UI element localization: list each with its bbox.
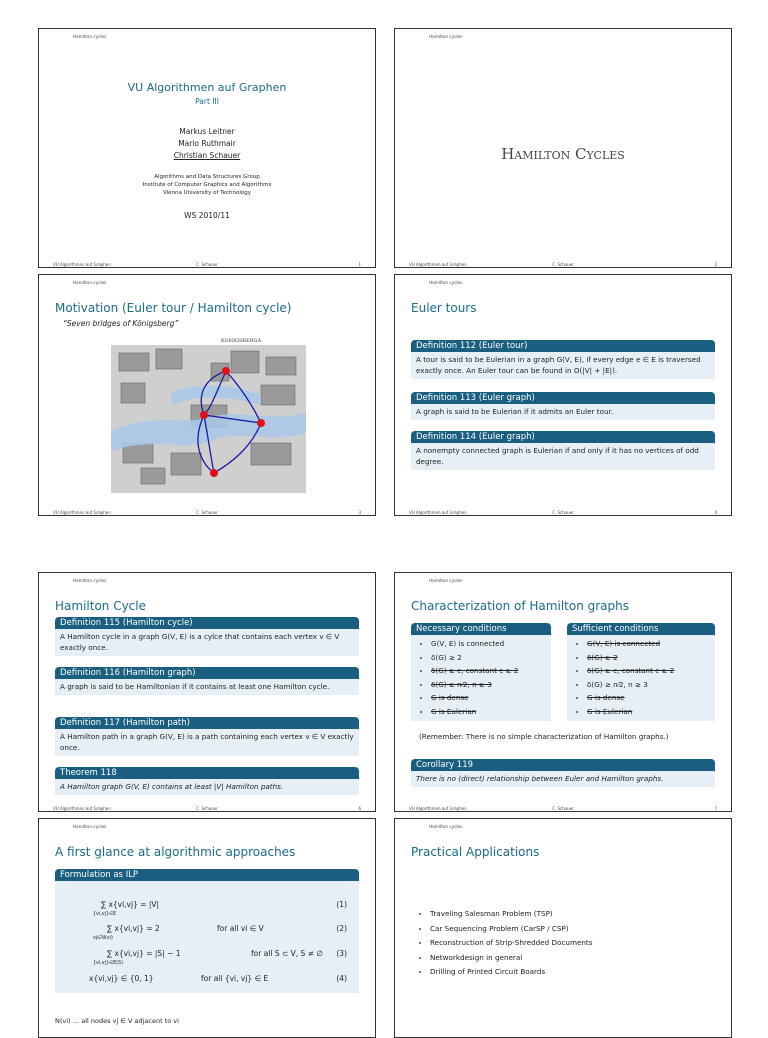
footer-author: C. Schauer xyxy=(196,510,218,515)
slide-header: Hamilton cycles xyxy=(73,34,107,39)
slide-header: Hamilton cycles xyxy=(429,578,463,583)
node-east xyxy=(257,419,265,427)
sufficient-list xyxy=(572,637,710,718)
node-north xyxy=(222,367,230,375)
sufficient-item: • G(V, E) is connected xyxy=(587,637,710,651)
necessary-list xyxy=(416,637,546,718)
page-number: 6 xyxy=(358,806,361,811)
application-item: • Drilling of Printed Circuit Boards xyxy=(430,965,593,980)
necessary-head: Necessary conditions xyxy=(411,623,551,635)
slide-title: Euler tours xyxy=(411,301,477,315)
ilp-box xyxy=(55,869,359,993)
author-2: Mario Ruthmair xyxy=(178,139,236,148)
definition-body: A nonempty connected graph is Eulerian if and only if it has no vertices of odd degree. xyxy=(411,443,715,470)
slide-header: Hamilton cycles xyxy=(73,824,107,829)
corollary-head: Corollary 119 xyxy=(411,759,715,771)
application-item: • Reconstruction of Strip-Shredded Documents xyxy=(430,936,593,951)
slide-title: Hamilton Cycle xyxy=(55,599,146,613)
affiliation-1: Algorithms and Data Structures Group xyxy=(154,174,260,180)
slide-part: Part III xyxy=(195,97,219,106)
neighborhood-note: N(vi) … all nodes vj ∈ V adjacent to vi xyxy=(55,1017,179,1025)
ilp-body xyxy=(55,881,359,993)
definition-body: A tour is said to be Eulerian in a graph G(V, E), if every edge e ∈ E is traversed exactly once. An Euler tour can be found in O(|V| + |E|). xyxy=(411,352,715,379)
necessary-item: • G is Eulerian xyxy=(431,705,546,719)
sufficient-body xyxy=(567,635,715,721)
definition-head: Definition 112 (Euler tour) xyxy=(411,340,715,352)
necessary-item: • δ(G) ≥ 2 xyxy=(431,651,546,665)
slide-title: A first glance at algorithmic approaches xyxy=(55,845,296,859)
definition-head: Definition 117 (Hamilton path) xyxy=(55,717,359,729)
slide-header: Hamilton cycles xyxy=(73,280,107,285)
definition-box xyxy=(411,340,715,379)
slide-4 xyxy=(394,274,732,516)
necessary-item: • δ(G) ≥ n⁄2, n ≥ 3 xyxy=(431,678,546,692)
eq2-number: (2) xyxy=(336,924,347,933)
definition-body: A graph is said to be Eulerian if it admits an Euler tour. xyxy=(411,404,715,420)
application-item: • Traveling Salesman Problem (TSP) xyxy=(430,907,593,922)
eq3-condition: for all S ⊂ V, S ≠ ∅ xyxy=(251,949,323,958)
definition-box xyxy=(411,431,715,470)
theorem-body: A Hamilton graph G(V, E) contains at least |V| Hamilton paths. xyxy=(55,779,359,795)
page-number: 4 xyxy=(714,510,717,515)
theorem-box xyxy=(55,767,359,795)
corollary-body: There is no (direct) relationship between Euler and Hamilton graphs. xyxy=(411,771,715,787)
ilp-head: Formulation as ILP xyxy=(55,869,359,881)
eq2-sub: vj∈N(vi) xyxy=(93,936,113,941)
sufficient-item: • δ(G) ≥ 2 xyxy=(587,651,710,665)
sufficient-conditions-box xyxy=(567,623,715,721)
eq3-sub: {vi,vj}∈E(S) xyxy=(93,961,123,966)
definition-head: Definition 114 (Euler graph) xyxy=(411,431,715,443)
necessary-conditions-box xyxy=(411,623,551,721)
slide-header: Hamilton cycles xyxy=(429,824,463,829)
footer-author: C. Schauer xyxy=(552,806,574,811)
theorem-head: Theorem 118 xyxy=(55,767,359,779)
section-title: Hamilton Cycles xyxy=(501,145,625,163)
slide-3 xyxy=(38,274,376,516)
necessary-body xyxy=(411,635,551,721)
necessary-item: • δ(G) ≥ c, constant c ≥ 2 xyxy=(431,664,546,678)
affiliation-2: Institute of Computer Graphics and Algorithms xyxy=(142,182,272,188)
footer-author: C. Schauer xyxy=(552,510,574,515)
footer-course: VU Algorithmen auf Graphen xyxy=(409,806,467,811)
necessary-item: • G(V, E) is connected xyxy=(431,637,546,651)
definition-head: Definition 116 (Hamilton graph) xyxy=(55,667,359,679)
definition-head: Definition 113 (Euler graph) xyxy=(411,392,715,404)
application-item: • Networkdesign in general xyxy=(430,951,593,966)
slide-8 xyxy=(394,818,732,1038)
slide-title: Characterization of Hamilton graphs xyxy=(411,599,629,613)
eq4-number: (4) xyxy=(336,974,347,983)
definition-box xyxy=(411,392,715,420)
definition-head: Definition 115 (Hamilton cycle) xyxy=(55,617,359,629)
sufficient-item: • δ(G) ≥ n⁄2, n ≥ 3 xyxy=(587,678,710,692)
definition-box xyxy=(55,717,359,756)
eq1-expr: ∑ x{vi,vj} = |V| xyxy=(101,900,160,909)
page-number: 7 xyxy=(714,806,717,811)
page-number: 3 xyxy=(358,510,361,515)
slide-1 xyxy=(38,28,376,268)
slide-7 xyxy=(38,818,376,1038)
footer-course: VU Algorithmen auf Graphen xyxy=(409,510,467,515)
map-label: KONIGSBERGA xyxy=(221,338,262,344)
footer-course: VU Algorithmen auf Graphen xyxy=(53,806,111,811)
term: WS 2010/11 xyxy=(184,211,230,220)
author-3 xyxy=(39,151,375,160)
author-3-name: Christian Schauer xyxy=(173,151,241,160)
sufficient-item: • G is dense xyxy=(587,691,710,705)
page-number: 1 xyxy=(358,262,361,267)
eq3-number: (3) xyxy=(336,949,347,958)
slide-6 xyxy=(394,572,732,812)
sufficient-head: Sufficient conditions xyxy=(567,623,715,635)
node-south xyxy=(210,469,218,477)
corollary-box xyxy=(411,759,715,787)
slide-5 xyxy=(38,572,376,812)
definition-body: A Hamilton path in a graph G(V, E) is a path containing each vertex v ∈ V exactly once. xyxy=(55,729,359,756)
footer-author: C. Schauer xyxy=(196,806,218,811)
eq2-condition: for all vi ∈ V xyxy=(217,924,264,933)
eq4-condition: for all {vi, vj} ∈ E xyxy=(201,974,269,983)
footer-course: VU Algorithmen auf Graphen xyxy=(53,262,111,267)
definition-box xyxy=(55,617,359,656)
slide-header: Hamilton cycles xyxy=(429,34,463,39)
footer-author: C. Schauer xyxy=(552,262,574,267)
page-number: 2 xyxy=(714,262,717,267)
footer-course: VU Algorithmen auf Graphen xyxy=(53,510,111,515)
slide-header: Hamilton cycles xyxy=(429,280,463,285)
affiliation-3: Vienna University of Technology xyxy=(163,190,251,196)
slide-title: Practical Applications xyxy=(411,845,540,859)
sufficient-item: • G is Eulerian xyxy=(587,705,710,719)
slide-title: Motivation (Euler tour / Hamilton cycle) xyxy=(55,301,292,315)
application-item: • Car Sequencing Problem (CarSP / CSP) xyxy=(430,922,593,937)
eq1-sub: {vi,vj}∈E xyxy=(93,912,117,917)
definition-box xyxy=(55,667,359,695)
slide-2 xyxy=(394,28,732,268)
eq1-number: (1) xyxy=(336,900,347,909)
eq3-expr: ∑ x{vi,vj} = |S| − 1 xyxy=(107,949,181,958)
node-kneiphof xyxy=(200,411,208,419)
eq2-expr: ∑ x{vi,vj} = 2 xyxy=(107,924,160,933)
konigsberg-map xyxy=(111,333,306,493)
slide-title: VU Algorithmen auf Graphen xyxy=(127,81,287,94)
slide-header: Hamilton cycles xyxy=(73,578,107,583)
definition-body: A Hamilton cycle in a graph G(V, E) is a cylce that contains each vertex v ∈ V exactly once. xyxy=(55,629,359,656)
eq4-expr: x{vi,vj} ∈ {0, 1} xyxy=(89,974,154,983)
definition-body: A graph is said to be Hamiltonian if it contains at least one Hamilton cycle. xyxy=(55,679,359,695)
author-1: Markus Leitner xyxy=(179,127,235,136)
necessary-item: • G is dense xyxy=(431,691,546,705)
sufficient-item: • δ(G) ≥ c, constant c ≥ 2 xyxy=(587,664,710,678)
footer-course: VU Algorithmen auf Graphen xyxy=(409,262,467,267)
slide-subtitle: “Seven bridges of Königsberg” xyxy=(63,319,179,328)
footer-author: C. Schauer xyxy=(196,262,218,267)
remember-note: (Remember: There is no simple characterization of Hamilton graphs.) xyxy=(419,732,669,741)
applications-list xyxy=(415,907,593,980)
